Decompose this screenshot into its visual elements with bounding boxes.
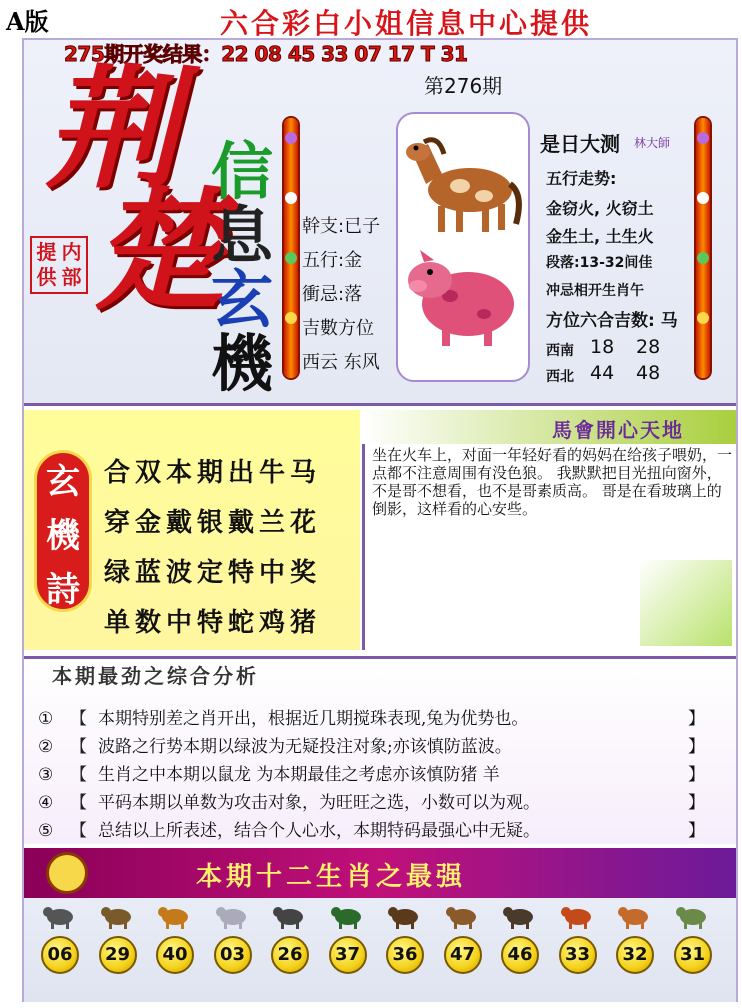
direction-number: 44 — [590, 362, 615, 384]
poem-badge: 玄 機 詩 — [34, 450, 92, 612]
zodiac-number-ball: 47 — [444, 936, 482, 974]
zodiac-animal-icon — [445, 902, 481, 930]
left-pillar-decoration — [284, 118, 298, 378]
zodiac-number-ball: 40 — [156, 936, 194, 974]
zodiac-animal-icon — [272, 902, 308, 930]
vertical-title: 信 息 玄 機 — [210, 135, 273, 400]
zodiac-animal-icon — [157, 902, 193, 930]
edition-label: A版 — [6, 7, 49, 36]
zodiac-animal-icon — [617, 902, 653, 930]
zodiac-number-ball: 29 — [99, 936, 137, 974]
zodiac-number-ball: 32 — [616, 936, 654, 974]
prediction-line: 金生土, 土生火 — [546, 227, 654, 246]
analysis-row: ④ 【 平码本期以单数为攻击对象，为旺旺之选，小数可以为观。 】 — [38, 793, 705, 813]
zodiac-number-ball: 03 — [214, 936, 252, 974]
zodiac-animal-icon — [42, 902, 78, 930]
zodiac-title: 本期十二生肖之最强 — [196, 862, 467, 892]
zodiac-number-ball: 26 — [271, 936, 309, 974]
zodiac-number-ball: 36 — [386, 936, 424, 974]
logo-icon — [46, 852, 88, 894]
story-decoration — [640, 560, 732, 646]
zodiac-animal-icon — [215, 902, 251, 930]
direction-number: 48 — [636, 362, 661, 384]
zodiac-number-ball: 31 — [674, 936, 712, 974]
prediction-line: 方位六合吉数: 马 — [546, 311, 678, 331]
poem-line: 绿蓝波定特中奖 — [104, 558, 322, 588]
analysis-title: 本期最劲之综合分析 — [52, 664, 259, 688]
direction-number: 28 — [636, 336, 661, 358]
animal-frame — [396, 112, 530, 382]
prediction-line: 冲忌相开生肖午 — [546, 283, 644, 299]
zodiac-animal-icon — [330, 902, 366, 930]
prediction-line: 段落:13-32间佳 — [546, 255, 653, 271]
zodiac-animal-icon — [100, 902, 136, 930]
poem-line: 合双本期出牛马 — [104, 458, 322, 488]
prediction-line: 五行走势: — [546, 169, 617, 188]
issue-number: 第276期 — [424, 74, 503, 98]
analysis-row: ② 【 波路之行势本期以绿波为无疑投注对象;亦该慎防蓝波。 】 — [38, 737, 705, 757]
direction-label: 西北 — [546, 369, 574, 385]
zodiac-number-ball: 37 — [329, 936, 367, 974]
header-title: 六合彩白小姐信息中心提供 — [220, 7, 593, 40]
brand-char-2: 楚 — [92, 174, 224, 329]
direction-label: 西南 — [546, 343, 574, 359]
brand-char-1: 荆 — [46, 52, 178, 207]
prediction-author: 林大師 — [634, 136, 671, 150]
analysis-row: ③ 【 生肖之中本期以鼠龙 为本期最佳之考虑亦该慎防猪 羊 】 — [38, 765, 705, 785]
story-title: 馬會開心天地 — [552, 418, 684, 442]
horse-pig-illustration — [398, 114, 528, 380]
analysis-row: ① 【 本期特别差之肖开出，根据近几期搅珠表现,兔为优势也。 】 — [38, 709, 705, 729]
zodiac-number-ball: 46 — [501, 936, 539, 974]
info-box: 幹支:已子 五行:金 衝忌:落 吉數方位 西云 东风 — [302, 216, 381, 373]
zodiac-number-ball: 33 — [559, 936, 597, 974]
direction-number: 18 — [590, 336, 615, 358]
poem-line: 单数中特蛇鸡猪 — [104, 608, 322, 638]
zodiac-animal-icon — [675, 902, 711, 930]
story-text: 坐在火车上，对面一年轻好看的妈妈在给孩子喂奶，一点都不注意周围有没色狼。 我默默把目光扭向窗外，不是哥不想看，也不是哥素质高。 哥是在看玻璃上的倒影，这样看的心安些。 — [372, 446, 733, 518]
prediction-title: 是日大测 — [540, 132, 620, 156]
zodiac-animal-icon — [387, 902, 423, 930]
zodiac-animal-icon — [502, 902, 538, 930]
prediction-line: 金窃火, 火窃土 — [546, 199, 654, 218]
stamp-seal: 提 内 供 部 — [30, 236, 88, 294]
poem-line: 穿金戴银戴兰花 — [104, 508, 322, 538]
draw-result: 275期开奖结果：22 08 45 33 07 17 T 31 — [64, 42, 468, 66]
zodiac-number-ball: 06 — [41, 936, 79, 974]
right-pillar-decoration — [696, 118, 710, 378]
zodiac-animal-icon — [560, 902, 596, 930]
analysis-row: ⑤ 【 总结以上所表述，结合个人心水，本期特码最强心中无疑。 】 — [38, 821, 705, 841]
